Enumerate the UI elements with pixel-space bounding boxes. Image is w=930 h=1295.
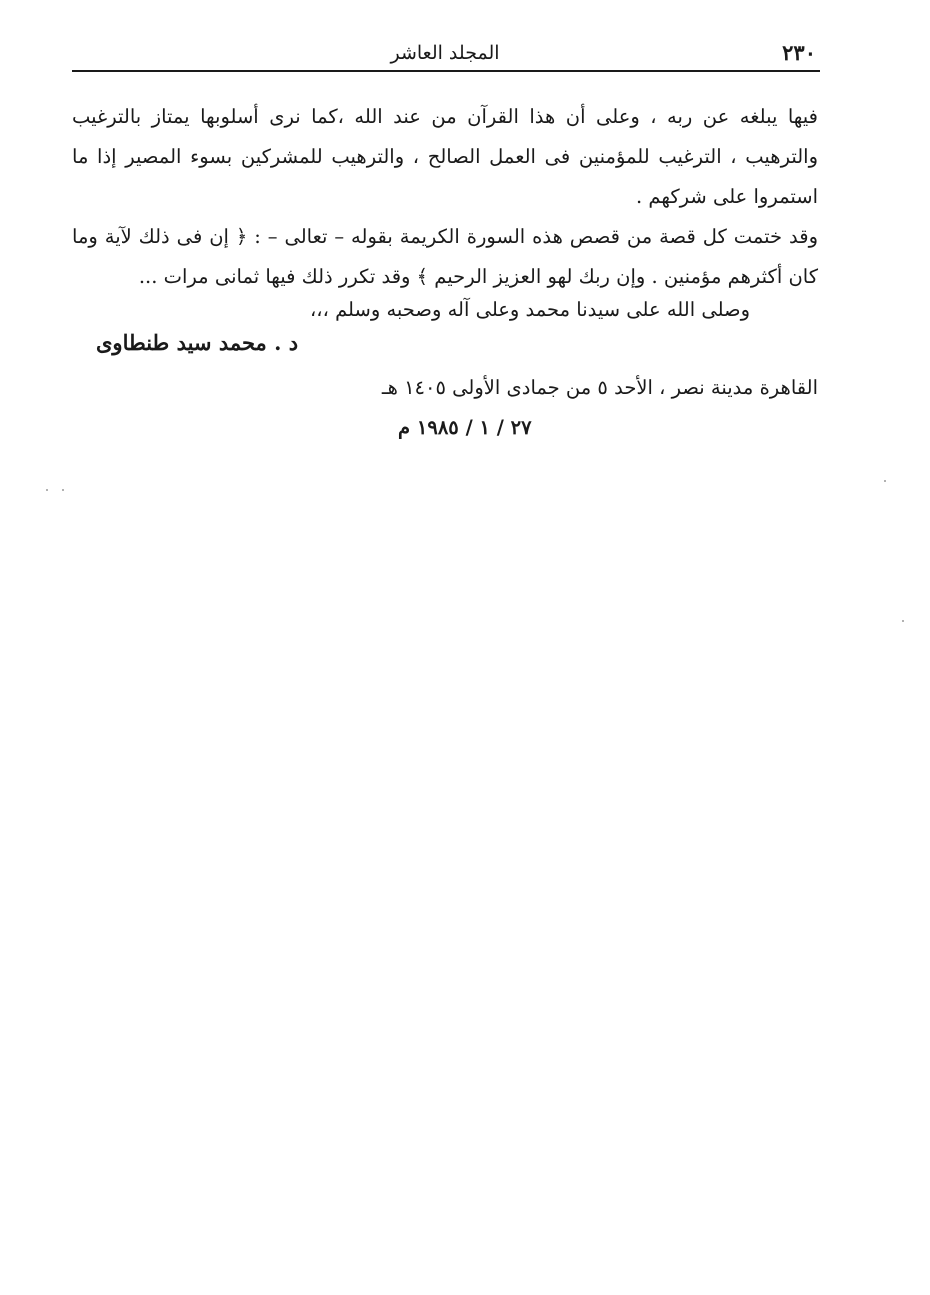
scan-speck [46, 489, 48, 491]
gregorian-date: ٢٧ / ١ / ١٩٨٥ م [398, 416, 532, 439]
closing-salutation: وصلى الله على سيدنا محمد وعلى آله وصحبه وسلم ،،، [310, 298, 750, 321]
page-header [72, 34, 818, 68]
paragraph-1: فيها يبلغه عن ربه ، وعلى أن هذا القرآن من عند الله ،كما نرى أسلوبها يمتاز بالترغيب والترهيب ، الترغيب للمؤمنين فى العمل الصالح ، والترهيب للمشركين بسوء المصير إذا ما استمروا على شركهم . [72, 105, 818, 208]
scan-speck [884, 480, 886, 482]
place-and-hijri-date: القاهرة مدينة نصر ، الأحد ٥ من جمادى الأولى ١٤٠٥ هـ [381, 376, 818, 399]
paragraph-2: وقد ختمت كل قصة من قصص هذه السورة الكريمة بقوله – تعالى – : ﴿ إن فى ذلك لآية وما كان أكثرهم مؤمنين . وإن ربك لهو العزيز الرحيم ﴾ وقد تكرر ذلك فيها ثمانى مرات ... [72, 225, 818, 288]
author-signature: د . محمد سيد طنطاوى [96, 330, 299, 355]
running-title: المجلد العاشر [390, 42, 500, 64]
scan-speck [62, 489, 64, 491]
header-rule [72, 70, 820, 72]
scan-speck [902, 620, 904, 622]
body-text [72, 97, 818, 297]
page-number: ٢٣٠ [782, 40, 816, 65]
